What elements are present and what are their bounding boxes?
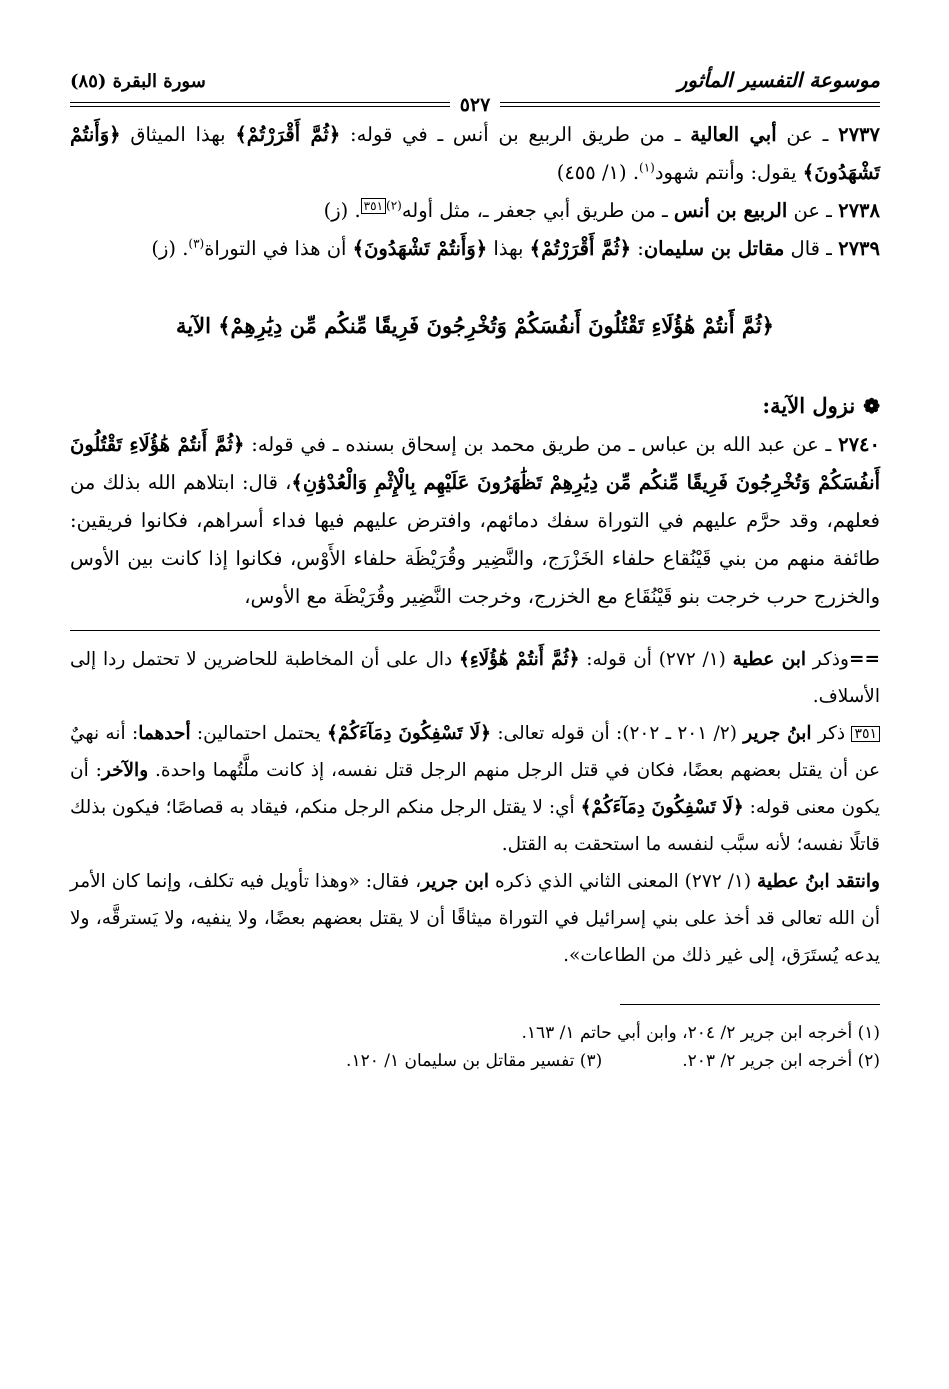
text: يحتمل احتمالين: bbox=[190, 723, 327, 744]
narration-number: ٢٧٤٠ bbox=[838, 433, 880, 456]
narration-number: ٢٧٣٩ bbox=[838, 237, 880, 260]
running-title: موسوعة التفسير المأثور bbox=[677, 68, 880, 92]
text: : أنه نهيٌ عن أن يقتل بعضهم بعضًا، فكان في قتل الرجل منهم الرجل قتل نفسه، إذ كانت ملَّتُهما واحدة. bbox=[70, 723, 880, 781]
header-rule bbox=[70, 94, 880, 116]
text: أن هذا في التوراة bbox=[204, 237, 353, 260]
footnote-rule bbox=[620, 1004, 880, 1005]
page-header bbox=[70, 58, 880, 92]
footnote-ref: (٣) bbox=[188, 236, 205, 251]
verse-text: ﴿ثُمَّ أَنتُمْ هَٰؤُلَاءِ تَقْتُلُونَ أَنفُسَكُمْ وَتُخْرِجُونَ فَرِيقًا مِّنكُم مِّن دِيَٰرِهِمْ﴾ bbox=[218, 313, 774, 338]
continuation-mark: == bbox=[848, 649, 880, 670]
text: ـ من طريق أبي جعفر ـ، مثل أوله bbox=[401, 199, 674, 222]
text: دال على أن المخاطبة للحاضرين لا تحتمل ردا إلى الأسلاف. bbox=[70, 649, 880, 707]
note-critique bbox=[70, 863, 880, 974]
scholar-name: ابن جرير bbox=[421, 871, 490, 892]
scholar-name: وانتقد ابنُ عطية bbox=[757, 871, 880, 892]
narrator-name: الربيع بن أنس bbox=[673, 199, 788, 222]
narration-2737 bbox=[70, 116, 880, 192]
text: بهذا bbox=[487, 237, 530, 260]
text: ـ قال bbox=[784, 237, 839, 260]
narration-2738 bbox=[70, 192, 880, 230]
note-number-box: ٣٥١ bbox=[851, 726, 880, 742]
quran-quote: ﴿وَأَنتُمْ تَشْهَدُونَ﴾ bbox=[70, 123, 880, 184]
quran-quote: ﴿ثُمَّ أَنتُمْ هَٰؤُلَاءِ﴾ bbox=[459, 649, 580, 670]
book-page bbox=[70, 58, 880, 1358]
text: (٢/ ٢٠١ ـ ٢٠٢): أن قوله تعالى: bbox=[490, 723, 744, 744]
quran-quote: ﴿ثُمَّ أَقْرَرْتُمْ﴾ bbox=[529, 237, 632, 260]
text: أي: لا يقتل الرجل منكم الرجل منكم، فيقاد به قصاصًا؛ فيكون بذلك قاتلًا نفسه؛ لأنه سبَّب لنفسه ما استحقت به القتل. bbox=[70, 797, 880, 855]
text: يقول: وأنتم شهود bbox=[654, 161, 803, 184]
narration-2740 bbox=[70, 426, 880, 616]
surah-label: سورة البقرة (٨٥) bbox=[70, 71, 206, 92]
footnote-ref: (١) bbox=[639, 160, 655, 175]
quran-quote: ﴿ثُمَّ أَنتُمْ هَٰؤُلَاءِ تَقْتُلُونَ أَنفُسَكُمْ وَتُخْرِجُونَ فَرِيقًا مِّنكُم مِّن دِيَٰرِهِمْ تَظَٰهَرُونَ عَلَيْهِم بِالْإِثْمِ وَالْعُدْوَٰنِ﴾ bbox=[70, 433, 880, 494]
text: . (ز) bbox=[323, 199, 361, 222]
quran-quote: ﴿وَأَنتُمْ تَشْهَدُونَ﴾ bbox=[352, 237, 488, 260]
text: ـ عن bbox=[787, 199, 839, 222]
narrator-name: أبي العالية bbox=[690, 123, 777, 146]
scholar-name: ابنُ جرير bbox=[743, 723, 812, 744]
narration-number: ٢٧٣٧ bbox=[838, 123, 880, 146]
footnote-ref: (٢) bbox=[386, 198, 402, 213]
text: (١/ ٢٧٢) المعنى الثاني الذي ذكره bbox=[489, 871, 758, 892]
term: أحدهما bbox=[138, 723, 191, 744]
text: . (١/ ٤٥٥) bbox=[556, 161, 640, 184]
notes-separator bbox=[70, 630, 880, 631]
text: : bbox=[631, 237, 644, 260]
footnote-row bbox=[70, 1047, 880, 1075]
footnote-2: (٢) أخرجه ابن جرير ٢/ ٢٠٣. bbox=[682, 1051, 880, 1071]
footnote-3: (٣) تفسير مقاتل بن سليمان ١/ ١٢٠. bbox=[346, 1051, 603, 1071]
text: ـ من طريق الربيع بن أنس ـ في قوله: bbox=[340, 123, 691, 146]
text: ـ عن عبد الله بن عباس ـ من طريق محمد بن إسحاق بسنده ـ في قوله: bbox=[244, 433, 839, 456]
quran-quote: ﴿ثُمَّ أَقْرَرْتُمْ﴾ bbox=[235, 123, 341, 146]
flower-icon: ❁ bbox=[863, 394, 880, 418]
scholar-name: ابن عطية bbox=[732, 649, 807, 670]
text: (١/ ٢٧٢) أن قوله: bbox=[579, 649, 733, 670]
text: ، قال: ابتلاهم الله بذلك من فعلهم، وقد حرَّم عليهم في التوراة سفك دمائهم، وافترض عليهم فيها فداء أسراهم، فكانوا فريقين: طائفة منهم من بني قَيْنُقاع حلفاء الخَزْرَج، والنَّضِير وقُرَيْظَة حلفاء الأَوْس، فكانوا إذا كانت بين الأوس والخزرج حرب خرجت بنو قَيْنُقَاع مع الخزرج، وخرجت النَّضِير وقُرَيْظَة مع الأوس، bbox=[70, 471, 880, 608]
note-351 bbox=[70, 715, 880, 863]
text: ذكر bbox=[811, 723, 852, 744]
page-number: ٥٢٧ bbox=[450, 94, 501, 116]
narrator-name: مقاتل بن سليمان bbox=[643, 237, 785, 260]
narration-number: ٢٧٣٨ bbox=[838, 199, 880, 222]
quran-quote: ﴿لَا تَسْفِكُونَ دِمَآءَكُمْ﴾ bbox=[326, 723, 491, 744]
section-title: نزول الآية: bbox=[762, 393, 856, 418]
note-ibn-atiyya bbox=[70, 641, 880, 715]
text: بهذا الميثاق bbox=[120, 123, 236, 146]
text: ـ عن bbox=[776, 123, 839, 146]
quran-quote: ﴿لَا تَسْفِكُونَ دِمَآءَكُمْ﴾ bbox=[580, 797, 744, 818]
text: ، فقال: «وهذا تأويل فيه تكلف، وإنما كان الأمر أن الله تعالى قد أخذ على بني إسرائيل في التوراة ميثاقًا أن لا يقتل بعضهم بعضًا، ولا ينفيه، ولا يَسترقَّه، ولا يدعه يُستَرَق، إلى غير ذلك من الطاعات». bbox=[70, 871, 880, 966]
verse-heading bbox=[70, 306, 880, 346]
section-heading bbox=[70, 386, 880, 426]
term: والآخر bbox=[101, 760, 149, 781]
narration-2739 bbox=[70, 230, 880, 268]
text: . (ز) bbox=[151, 237, 189, 260]
note-ref-box: ٣٥١ bbox=[361, 198, 386, 214]
text: وذكر bbox=[806, 649, 849, 670]
verse-suffix: الآية bbox=[176, 313, 219, 338]
footnote-1: (١) أخرجه ابن جرير ٢/ ٢٠٤، وابن أبي حاتم ١/ ١٦٣. bbox=[521, 1023, 880, 1043]
text: : أن يكون معنى قوله: bbox=[70, 760, 880, 818]
